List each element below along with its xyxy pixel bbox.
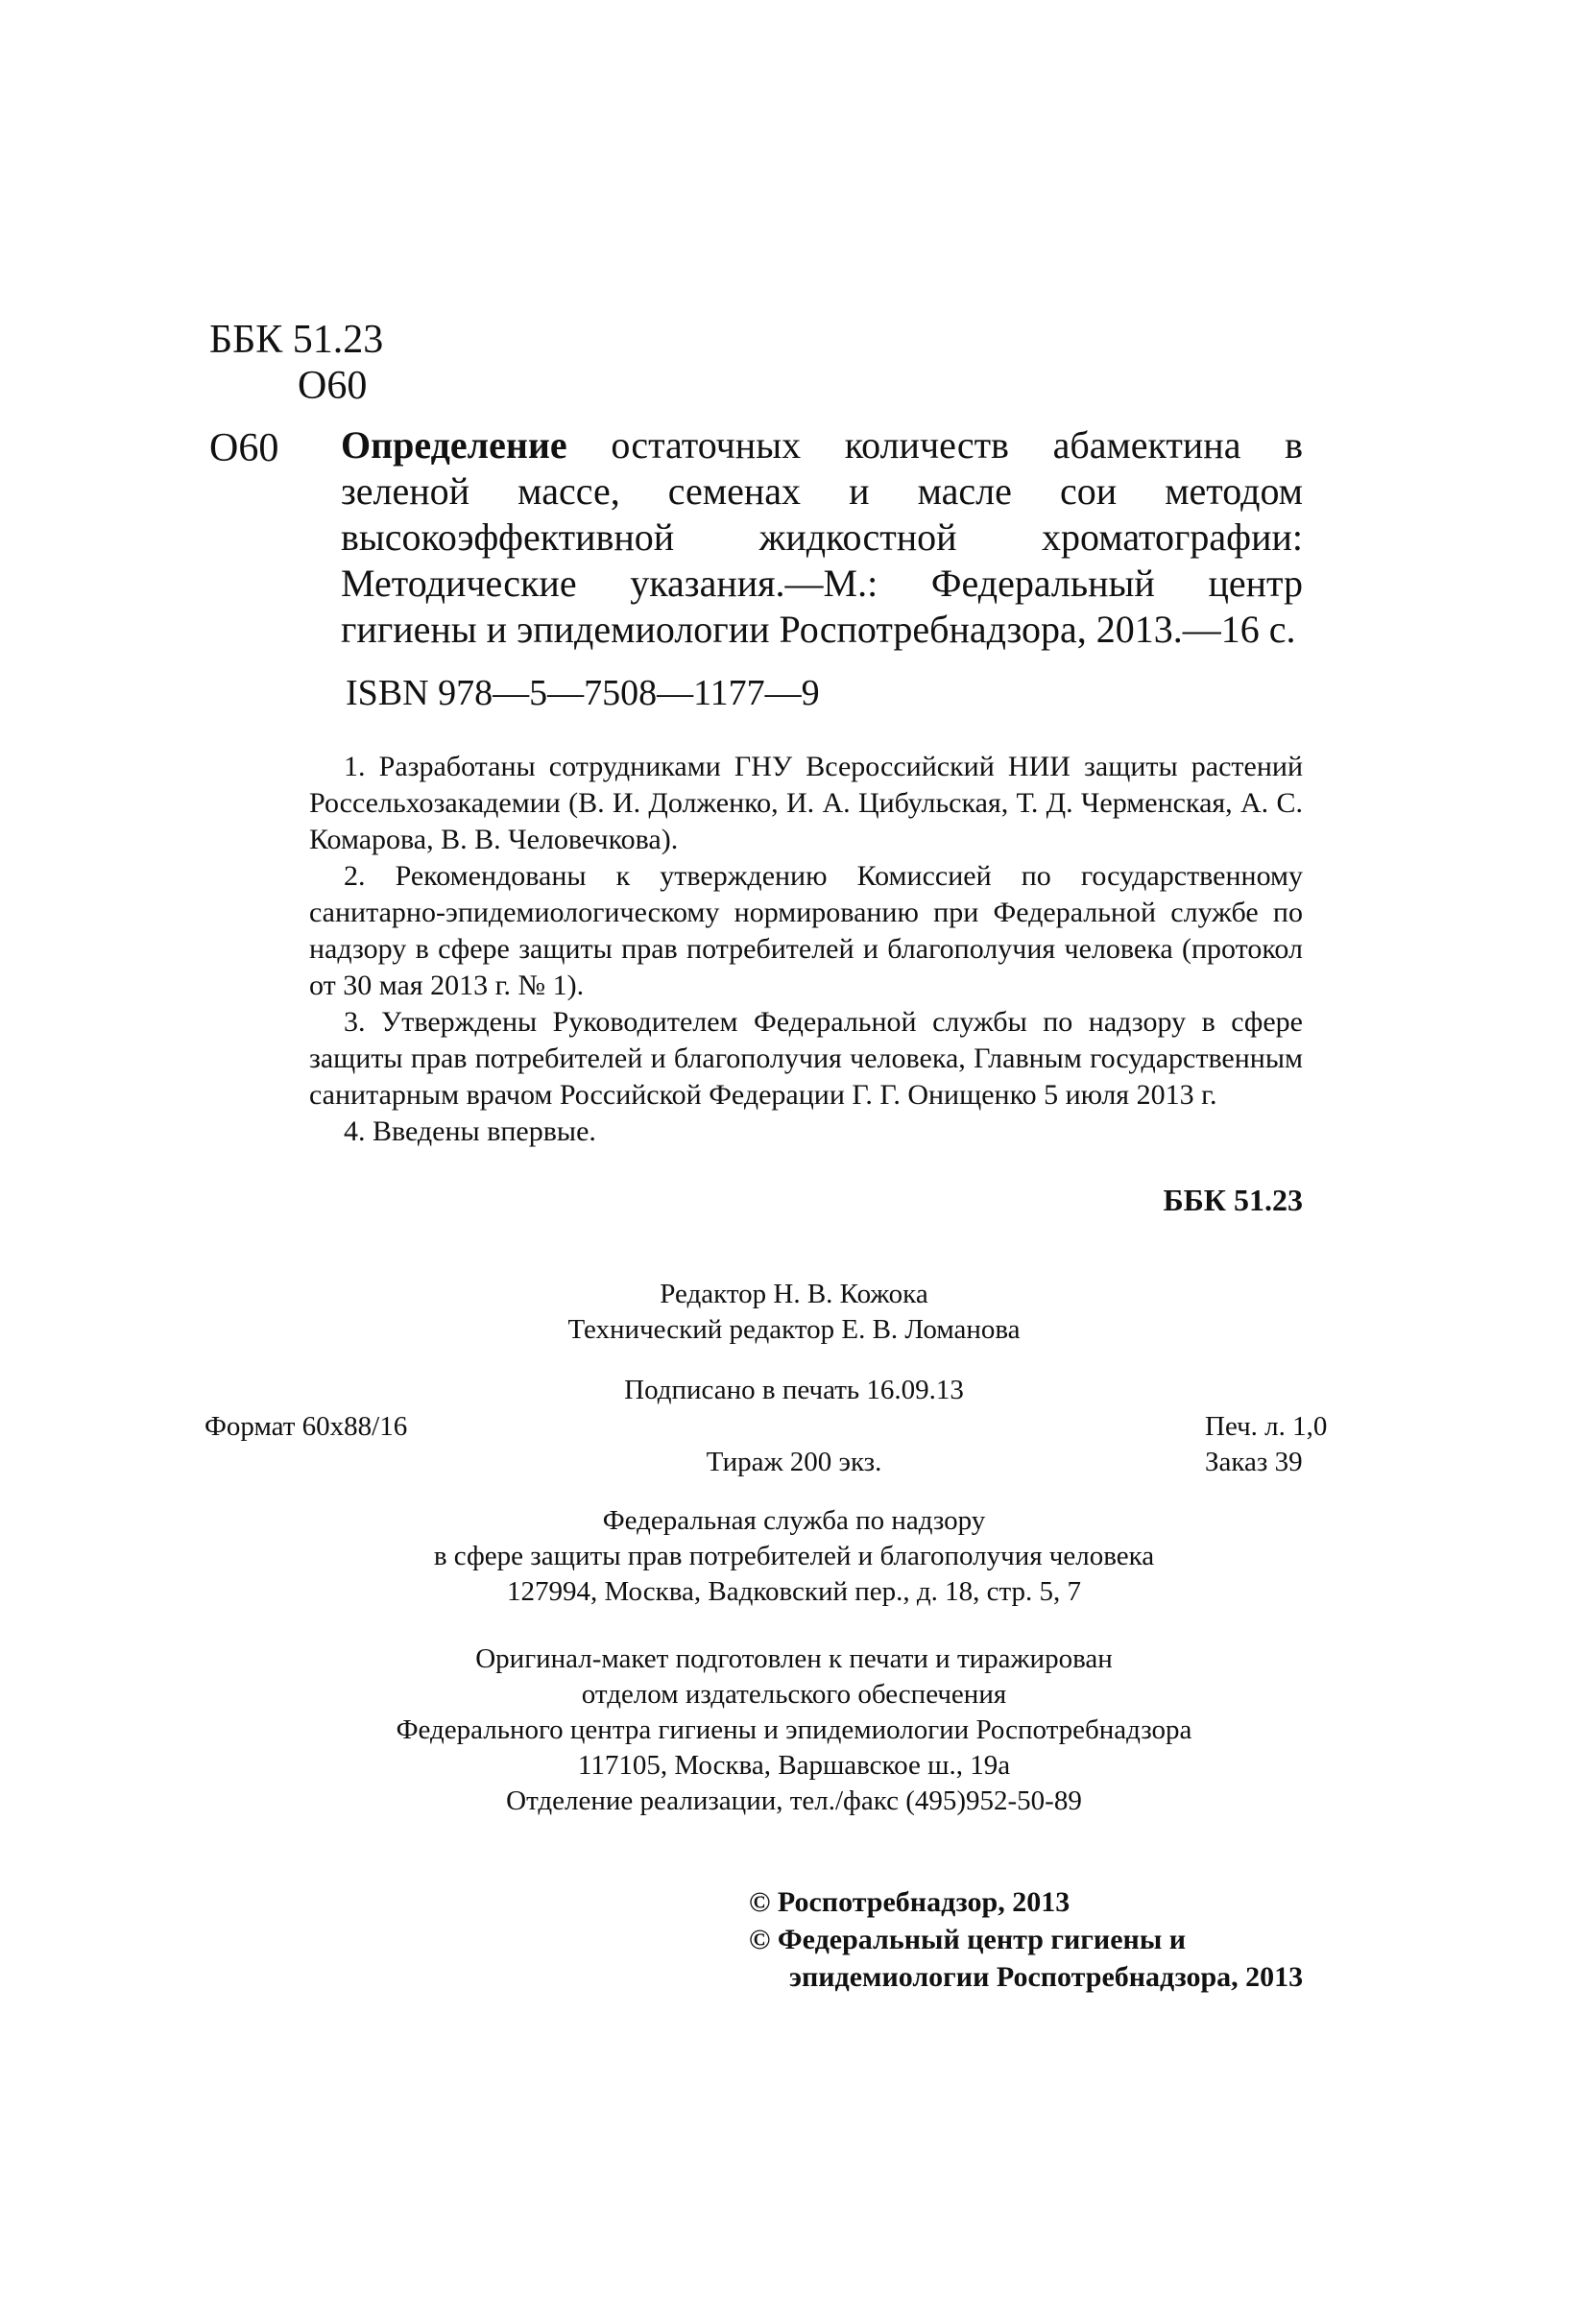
note-item: 1. Разработаны сотрудниками ГНУ Всероссийский НИИ защиты растений Россельхозакадемии (В. И. Долженко, И. А. Цибульская, Т. Д. Черменская, А. С. Комарова, В. В. Человечкова).: [309, 751, 1303, 855]
circulation: Тираж 200 экз.: [706, 1447, 882, 1477]
order-number: Заказ 39: [1205, 1447, 1303, 1477]
layout-note-line: отделом издательского обеспечения: [581, 1679, 1007, 1710]
bibliographic-description: [341, 422, 1303, 653]
technical-editor: Технический редактор Е. В. Ломанова: [567, 1314, 1021, 1345]
signed-to-print: Подписано в печать 16.09.13: [624, 1375, 964, 1405]
layout-note-line: 117105, Москва, Варшавское ш., 19а: [577, 1750, 1011, 1781]
entry-mark: О60: [209, 426, 279, 470]
note-item: 4. Введены впервые.: [344, 1115, 596, 1147]
copyright-line: © Роспотребнадзор, 2013: [749, 1886, 1071, 1918]
agency-line: Федеральная служба по надзору: [602, 1505, 986, 1536]
copyright-block: [749, 1883, 1303, 1996]
agency-line: 127994, Москва, Вадковский пер., д. 18, стр. 5, 7: [506, 1576, 1082, 1607]
notes-list: [309, 749, 1303, 1150]
layout-note-line: Федерального центра гигиены и эпидемиологии Роспотребнадзора: [396, 1714, 1192, 1745]
isbn: ISBN 978—5—7508—1177—9: [346, 673, 820, 713]
copyright-line: © Федеральный центр гигиены и: [749, 1924, 1187, 1955]
bbk-code-right: ББК 51.23: [1163, 1183, 1303, 1217]
layout-note-block: [0, 1641, 1588, 1819]
printed-sheets: Печ. л. 1,0: [1205, 1411, 1328, 1442]
format: Формат 60x88/16: [205, 1411, 408, 1442]
layout-note-line: Отделение реализации, тел./факс (495)952-50-89: [506, 1785, 1082, 1816]
biblio-title: Определение: [341, 423, 567, 467]
biblio-text: остаточных количеств абамектина в зеленой массе, семенах и масле сои методом высокоэффективной жидкостной хроматографии: Методические указания.—М.: Федеральный центр гигиены и эпидемиологии Роспотребнадзора, 2013.—16 с.: [341, 423, 1303, 651]
layout-note-line: Оригинал-макет подготовлен к печати и тиражирован: [475, 1643, 1113, 1674]
author-mark: О60: [298, 364, 368, 408]
agency-block: [0, 1503, 1588, 1610]
agency-line: в сфере защиты прав потребителей и благополучия человека: [433, 1541, 1155, 1571]
note-item: 3. Утверждены Руководителем Федеральной службы по надзору в сфере защиты прав потребителей и благополучия человека, Главным государственным санитарным врачом Российской Федерации Г. Г. Онищенко 5 июля 2013 г.: [309, 1006, 1303, 1111]
copyright-line: эпидемиологии Роспотребнадзора, 2013: [789, 1961, 1304, 1993]
bbk-code: ББК 51.23: [209, 318, 384, 362]
note-item: 2. Рекомендованы к утверждению Комиссией по государственному санитарно-эпидемиологическому нормированию при Федеральной службе по надзору в сфере защиты прав потребителей и благополучия человека (протокол от 30 мая 2013 г. № 1).: [309, 860, 1303, 1001]
editor: Редактор Н. В. Кожока: [660, 1279, 928, 1309]
